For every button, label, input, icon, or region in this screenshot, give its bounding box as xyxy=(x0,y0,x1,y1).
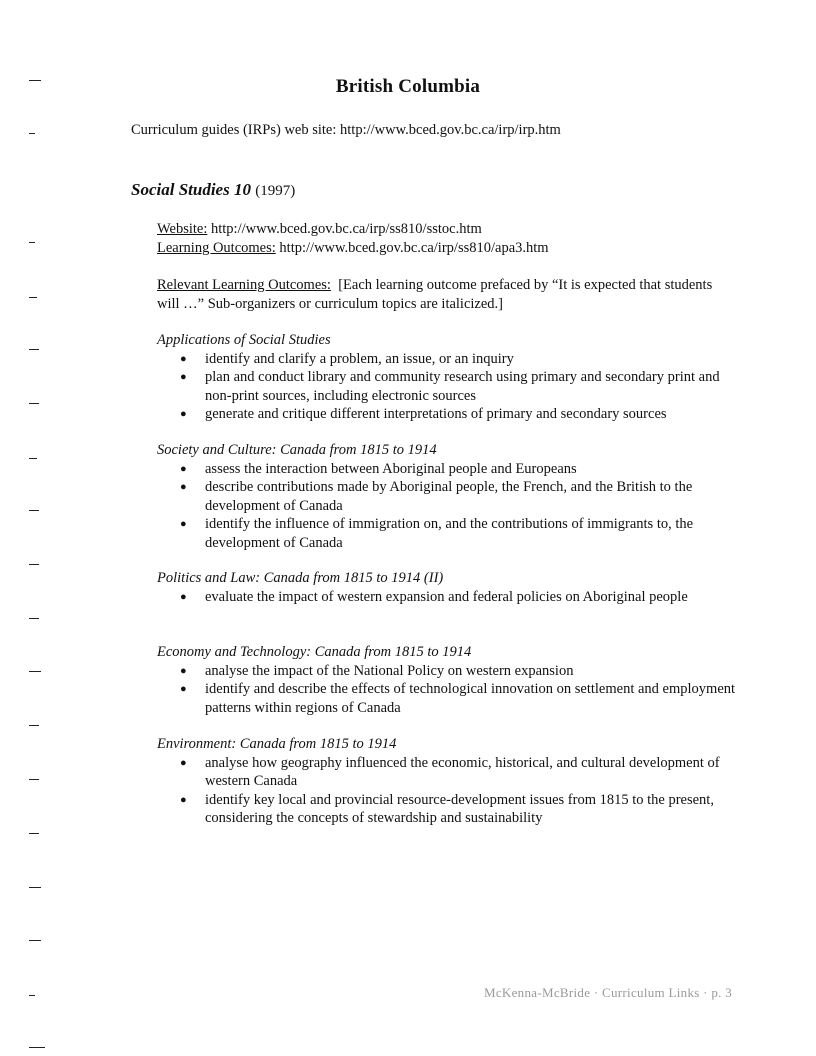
margin-tick xyxy=(29,458,37,459)
outcome-text: identify key local and provincial resource-development issues from 1815 to the present, considering the concepts of stewardship and sustainability xyxy=(205,791,714,826)
page-title: British Columbia xyxy=(335,76,481,97)
margin-tick xyxy=(29,618,39,619)
outcome-text: identify the influence of immigration on, and the contributions of immigrants to, the development of Canada xyxy=(205,516,694,551)
outcome-section xyxy=(157,569,737,606)
course-heading xyxy=(131,180,295,200)
website-url[interactable]: http://www.bced.gov.bc.ca/irp/ss810/sstoc.htm xyxy=(211,221,482,237)
curriculum-guides-line xyxy=(131,122,561,139)
relevant-label: Relevant Learning Outcomes: xyxy=(157,277,331,293)
relevant-note: [Each learning outcome prefaced by “It is expected that students will …” Sub-organizers or curriculum topics are italicized.] xyxy=(157,277,713,312)
list-item xyxy=(157,680,737,717)
course-year: (1997) xyxy=(255,183,296,199)
list-item xyxy=(157,350,737,369)
section-heading: Environment: Canada from 1815 to 1914 xyxy=(157,736,397,752)
course-links xyxy=(157,220,757,257)
guides-url[interactable]: http://www.bced.gov.bc.ca/irp/irp.htm xyxy=(340,122,561,138)
outcomes-line xyxy=(157,239,757,258)
website-label: Website: xyxy=(157,221,208,237)
outcome-text: analyse the impact of the National Policy on western expansion xyxy=(205,662,574,679)
guides-label: Curriculum guides (IRPs) web site: xyxy=(131,122,337,138)
list-item xyxy=(157,460,737,479)
outcome-list xyxy=(157,662,737,718)
outcomes-url[interactable]: http://www.bced.gov.bc.ca/irp/ss810/apa3.htm xyxy=(279,239,549,256)
outcome-text: plan and conduct library and community research using primary and secondary print and non-print sources, including electronic sources xyxy=(205,369,720,404)
bullet-icon: ● xyxy=(180,481,187,493)
bullet-icon: ● xyxy=(180,793,187,806)
bullet-icon: ● xyxy=(180,590,187,603)
outcome-text: analyse how geography influenced the economic, historical, and cultural development of western Canada xyxy=(205,754,720,789)
list-item xyxy=(157,515,737,552)
outcome-section xyxy=(157,735,737,828)
section-heading: Society and Culture: Canada from 1815 to 1914 xyxy=(157,442,437,458)
list-item xyxy=(157,662,737,681)
section-heading: Economy and Technology: Canada from 1815 to 1914 xyxy=(157,644,472,660)
outcome-text: identify and clarify a problem, an issue, or an inquiry xyxy=(205,350,514,367)
bullet-icon: ● xyxy=(180,408,187,420)
bullet-icon: ● xyxy=(180,756,187,769)
margin-tick xyxy=(29,564,39,565)
margin-tick xyxy=(29,242,35,243)
margin-tick xyxy=(29,833,39,834)
list-item xyxy=(157,791,737,828)
bullet-icon: ● xyxy=(180,371,187,383)
list-item xyxy=(157,588,737,607)
margin-tick xyxy=(29,995,35,996)
list-item xyxy=(157,754,737,791)
margin-tick xyxy=(29,297,37,298)
bullet-icon: ● xyxy=(180,664,187,677)
margin-tick xyxy=(29,403,39,404)
outcome-text: assess the interaction between Aboriginal people and Europeans xyxy=(205,460,577,477)
section-heading: Applications of Social Studies xyxy=(157,332,331,348)
margin-tick xyxy=(29,940,41,941)
outcome-section xyxy=(157,643,737,717)
margin-tick xyxy=(29,725,39,726)
outcome-list xyxy=(157,588,737,607)
bullet-icon: ● xyxy=(180,462,187,475)
list-item xyxy=(157,405,737,424)
section-heading: Politics and Law: Canada from 1815 to 1914 (II) xyxy=(157,570,444,586)
outcomes-label: Learning Outcomes: xyxy=(157,239,276,256)
outcome-list xyxy=(157,460,737,553)
outcome-text: evaluate the impact of western expansion and federal policies on Aboriginal people xyxy=(205,588,688,605)
bullet-icon: ● xyxy=(180,683,187,695)
website-line xyxy=(157,220,757,239)
margin-tick xyxy=(29,779,39,780)
margin-tick xyxy=(29,133,35,134)
outcome-text: describe contributions made by Aboriginal people, the French, and the British to the development of Canada xyxy=(205,479,693,514)
outcome-section xyxy=(157,331,737,424)
course-name: Social Studies 10 xyxy=(131,180,251,199)
margin-tick xyxy=(29,671,41,672)
bullet-icon: ● xyxy=(180,518,187,530)
margin-tick xyxy=(29,349,39,350)
margin-tick xyxy=(29,510,39,511)
outcome-text: identify and describe the effects of technological innovation on settlement and employment patterns within regions of Canada xyxy=(205,681,736,716)
bullet-icon: ● xyxy=(180,352,187,365)
outcome-list xyxy=(157,350,737,424)
outcome-list xyxy=(157,754,737,828)
list-item xyxy=(157,368,737,405)
outcome-section xyxy=(157,441,737,552)
page-footer: McKenna-McBride · Curriculum Links · p. 3 xyxy=(484,985,733,1000)
margin-tick xyxy=(29,1047,45,1048)
list-item xyxy=(157,478,737,515)
outcome-text: generate and critique different interpretations of primary and secondary sources xyxy=(205,406,667,422)
margin-tick xyxy=(29,887,41,888)
relevant-outcomes-intro xyxy=(157,276,727,313)
